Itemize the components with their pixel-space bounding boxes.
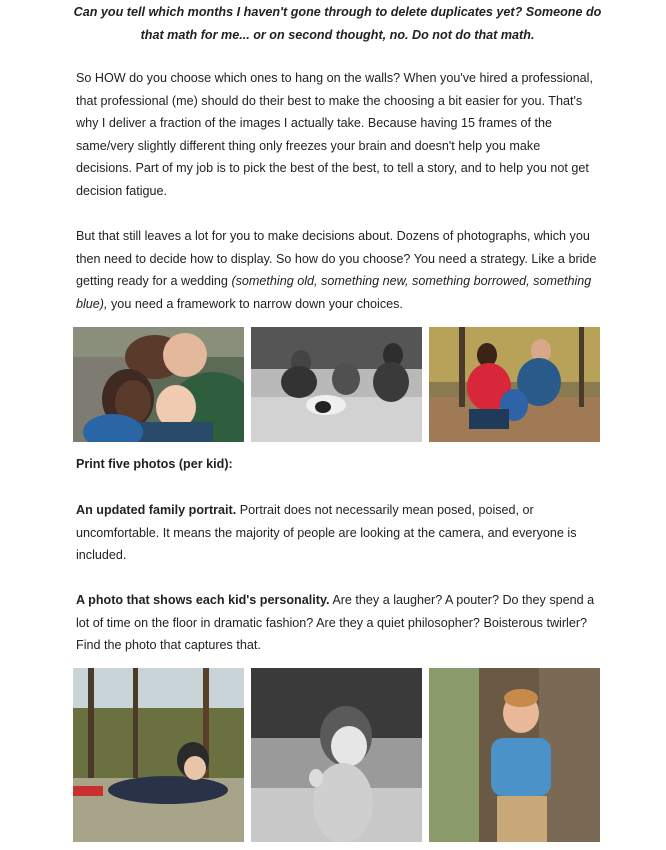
family-lawn-bw-photo <box>251 327 422 442</box>
list-item-family-portrait <box>76 499 598 567</box>
photo-row-family <box>73 327 600 442</box>
item-title: An updated family portrait. <box>76 503 237 517</box>
girl-laughing-bw-photo <box>251 668 422 842</box>
print-heading: Print five photos (per kid): <box>76 457 233 471</box>
strategy-text-before: But that still leaves a lot for you to make decisions about. Dozens of photographs, which you then need to decide how to display. So how do you choose? You need a strategy. Like a bride getting ready for a wedding <box>76 229 597 289</box>
item-text: Portrait does not necessarily mean posed, poised, or uncomfortable. It means the majority of people are looking at the camera, and everyone is included. <box>76 503 577 563</box>
family-autumn-photo <box>429 327 600 442</box>
family-selfie-photo <box>73 327 244 442</box>
boy-tree-photo <box>429 668 600 842</box>
strategy-text-italic: (something old, something new, something borrowed, something blue), <box>76 274 592 311</box>
paragraph-strategy <box>76 225 598 315</box>
strategy-text-after: you need a framework to narrow down your choices. <box>107 296 403 311</box>
paragraph-choosing-text: So HOW do you choose which ones to hang on the walls? When you've hired a professional, that professional (me) should do their best to make the choosing a bit easier for you. That's why I deliver a fraction of the images I actually take. Because having 15 frames of the same/very slightly different thing only freezes your brain and doesn't help you make decisions. Part of my job is to pick the best of the best, to tell a story, and to help you not get decision fatigue. <box>76 71 593 198</box>
print-heading-block <box>76 453 598 476</box>
item-text: Are they a laugher? A pouter? Do they spend a lot of time on the floor in dramatic fashion? Are they a quiet philosopher? Boisterous twirler? Find the photo that captures that. <box>76 593 595 653</box>
photo-row-kids <box>73 668 600 842</box>
item-title: A photo that shows each kid's personality. <box>76 593 330 607</box>
intro-quote: Can you tell which months I haven't gone through to delete duplicates yet? Someone do that math for me... or on second thought, no. Do not do that math. <box>73 5 602 42</box>
paragraph-choosing <box>76 67 598 203</box>
kid-lying-grass-photo <box>73 668 244 842</box>
list-item-personality <box>76 589 598 657</box>
